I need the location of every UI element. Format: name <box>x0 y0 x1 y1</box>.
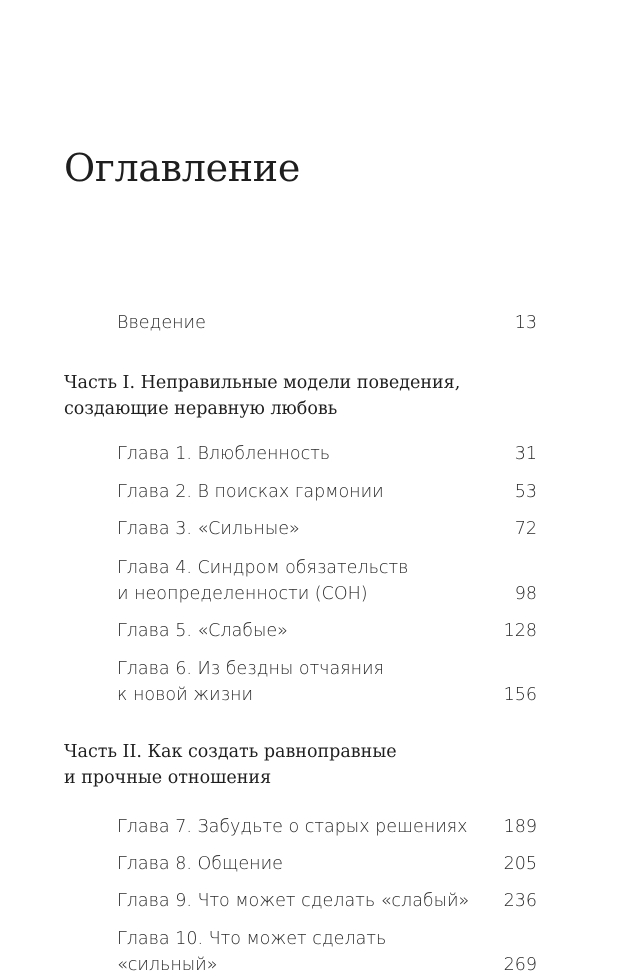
toc-entry-label: Глава 3. «Сильные» <box>117 519 300 539</box>
toc-entry-chapter-1[interactable] <box>117 441 537 467</box>
toc-entry-page: 189 <box>503 817 537 837</box>
toc-entry-chapter-4[interactable] <box>117 555 537 607</box>
toc-entry-label: Глава 9. Что может сделать «слабый» <box>117 891 470 911</box>
toc-entry-label: Глава 7. Забудьте о старых решениях <box>117 817 468 837</box>
toc-entry-label: Глава 5. «Слабые» <box>117 621 288 641</box>
toc-entry-chapter-8[interactable] <box>117 851 537 877</box>
toc-entry-intro[interactable] <box>117 310 537 336</box>
toc-entry-label: Глава 10. Что может сделать «сильный» <box>117 929 387 975</box>
toc-entry-chapter-9[interactable] <box>117 888 537 914</box>
toc-entry-chapter-7[interactable] <box>117 814 537 840</box>
toc-entry-page: 236 <box>503 891 537 911</box>
toc-entry-page: 53 <box>514 482 537 502</box>
toc-entry-label: Введение <box>117 313 206 333</box>
toc-entry-chapter-10[interactable] <box>117 926 537 978</box>
toc-entry-label: Глава 8. Общение <box>117 854 283 874</box>
toc-entry-label: Глава 6. Из бездны отчаяния к новой жизни <box>117 659 384 705</box>
toc-entry-page: 128 <box>503 621 537 641</box>
toc-entry-chapter-2[interactable] <box>117 479 537 505</box>
toc-entry-chapter-5[interactable] <box>117 618 537 644</box>
toc-entry-chapter-3[interactable] <box>117 516 537 542</box>
toc-part-1-title: Часть I. Неправильные модели поведения, создающие неравную любовь <box>64 373 461 419</box>
toc-entry-page: 72 <box>514 519 537 539</box>
toc-part-2-title: Часть II. Как создать равноправные и прочные отношения <box>64 742 397 788</box>
toc-entry-page: 205 <box>503 854 537 874</box>
toc-entry-label: Глава 2. В поисках гармонии <box>117 482 384 502</box>
toc-entry-chapter-6[interactable] <box>117 656 537 708</box>
toc-entry-page: 156 <box>503 685 537 705</box>
toc-entry-label: Глава 4. Синдром обязательств и неопределенности (СОН) <box>117 558 409 604</box>
page-title: Оглавление <box>64 146 301 190</box>
toc-entry-page: 13 <box>514 313 537 333</box>
toc-entry-label: Глава 1. Влюбленность <box>117 444 331 464</box>
toc-entry-page: 98 <box>514 584 537 604</box>
toc-entry-page: 269 <box>503 955 537 975</box>
toc-entry-page: 31 <box>514 444 537 464</box>
